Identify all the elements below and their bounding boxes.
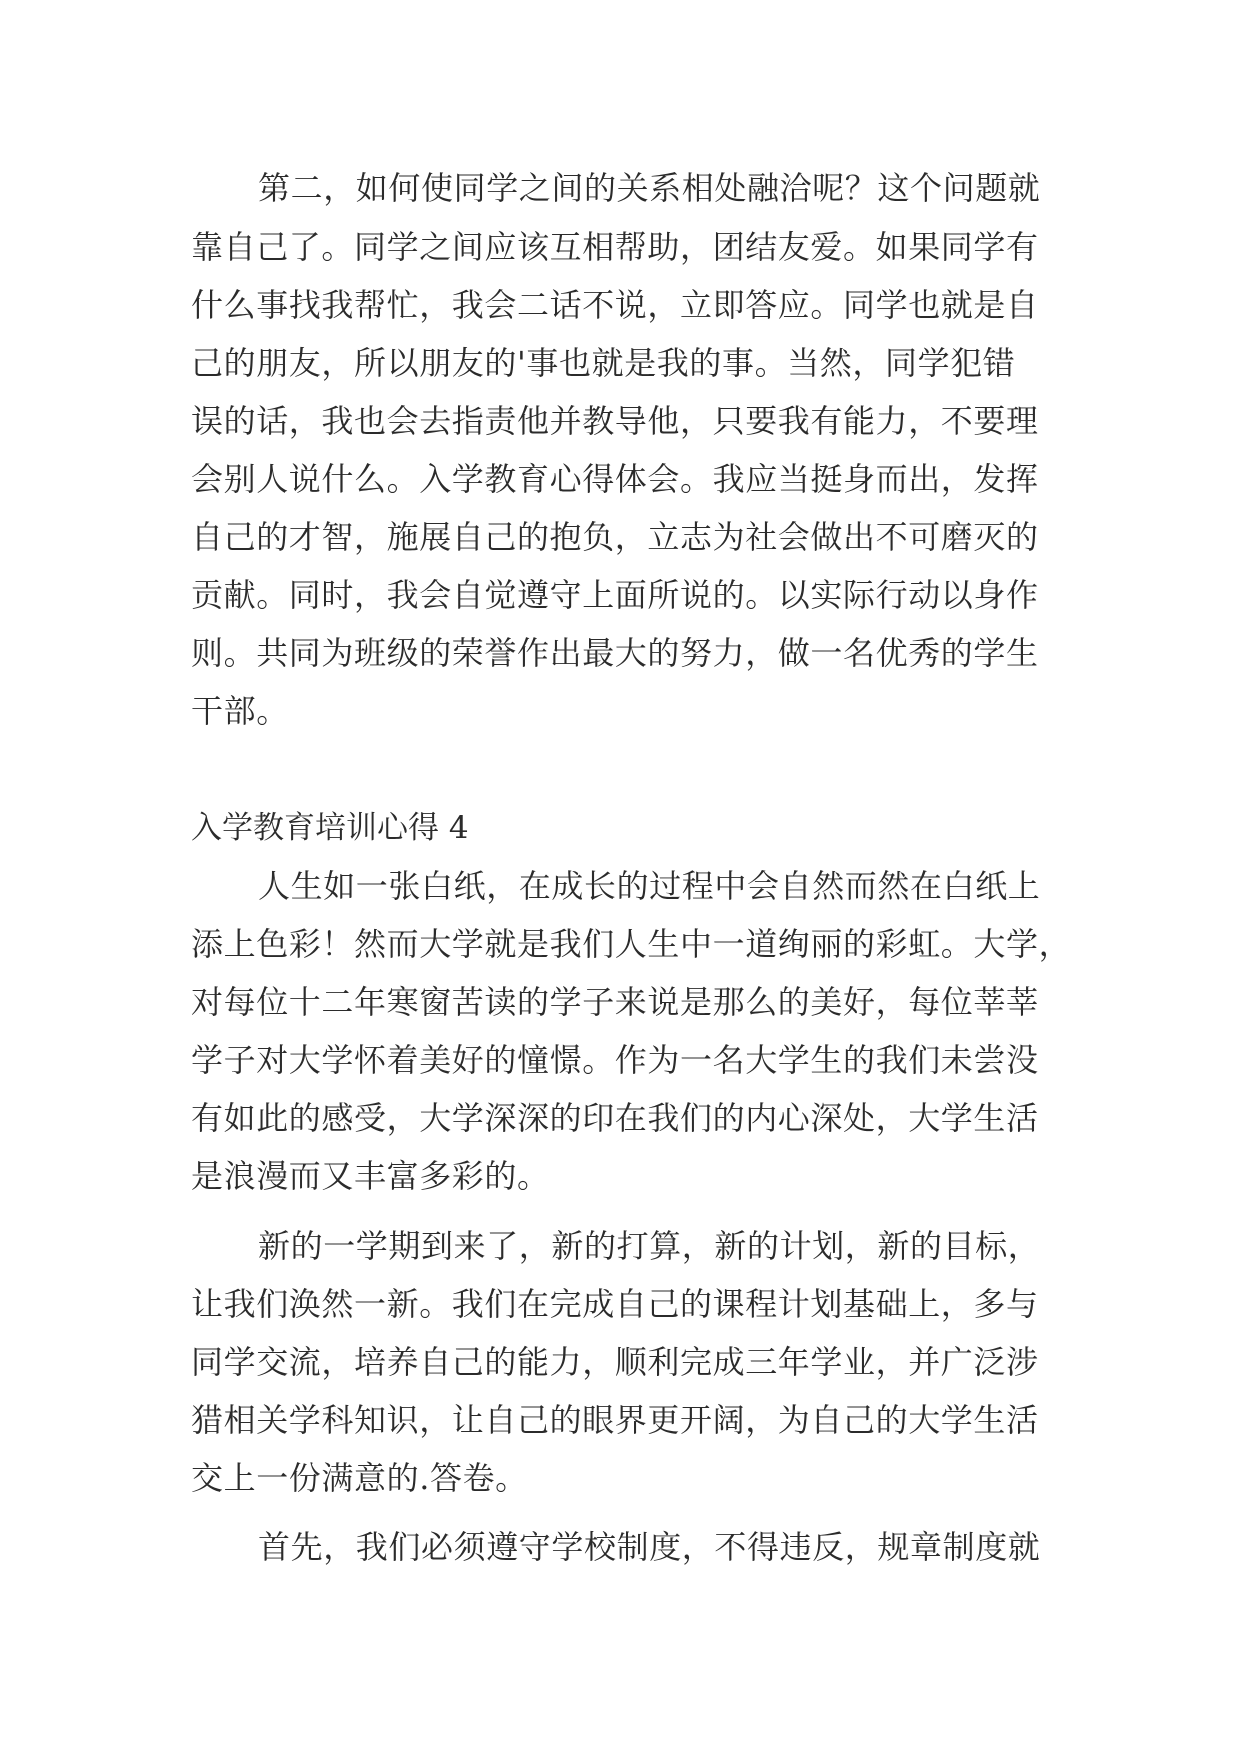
paragraph-line: 则。共同为班级的荣誉作出最大的努力，做一名优秀的学生: [191, 634, 1039, 672]
section-title: 入学教育培训心得 4: [191, 810, 469, 846]
paragraph-line: 第二，如何使同学之间的关系相处融洽呢？这个问题就: [258, 169, 1041, 207]
paragraph-line: 会别人说什么。入学教育心得体会。我应当挺身而出，发挥: [191, 460, 1039, 498]
paragraph-line: 己的朋友，所以朋友的'事也就是我的事。当然，同学犯错: [191, 344, 1016, 382]
paragraph-line: 添上色彩！然而大学就是我们人生中一道绚丽的彩虹。大学，: [191, 925, 1072, 963]
paragraph-line: 有如此的感受，大学深深的印在我们的内心深处，大学生活: [191, 1099, 1039, 1137]
paragraph-line: 同学交流，培养自己的能力，顺利完成三年学业，并广泛涉: [191, 1343, 1039, 1381]
paragraph-line: 对每位十二年寒窗苦读的学子来说是那么的美好，每位莘莘: [191, 983, 1039, 1021]
paragraph-line: 自己的才智，施展自己的抱负，立志为社会做出不可磨灭的: [191, 518, 1039, 556]
paragraph-line: 是浪漫而又丰富多彩的。: [191, 1157, 550, 1195]
paragraph-line: 新的一学期到来了，新的打算，新的计划，新的目标，: [258, 1227, 1041, 1265]
paragraph-line: 学子对大学怀着美好的憧憬。作为一名大学生的我们未尝没: [191, 1041, 1039, 1079]
paragraph-line: 什么事找我帮忙，我会二话不说，立即答应。同学也就是自: [191, 286, 1039, 324]
paragraph-line: 贡献。同时，我会自觉遵守上面所说的。以实际行动以身作: [191, 576, 1039, 614]
paragraph-line: 人生如一张白纸，在成长的过程中会自然而然在白纸上: [258, 867, 1041, 905]
paragraph-line: 首先，我们必须遵守学校制度，不得违反，规章制度就: [258, 1528, 1041, 1566]
paragraph-line: 让我们涣然一新。我们在完成自己的课程计划基础上，多与: [191, 1285, 1039, 1323]
paragraph-line: 靠自己了。同学之间应该互相帮助，团结友爱。如果同学有: [191, 228, 1039, 266]
paragraph-line: 干部。: [191, 692, 289, 730]
paragraph-line: 猎相关学科知识，让自己的眼界更开阔，为自己的大学生活: [191, 1401, 1039, 1439]
paragraph-line: 误的话，我也会去指责他并教导他，只要我有能力，不要理: [191, 402, 1039, 440]
paragraph-line: 交上一份满意的.答卷。: [191, 1459, 528, 1497]
